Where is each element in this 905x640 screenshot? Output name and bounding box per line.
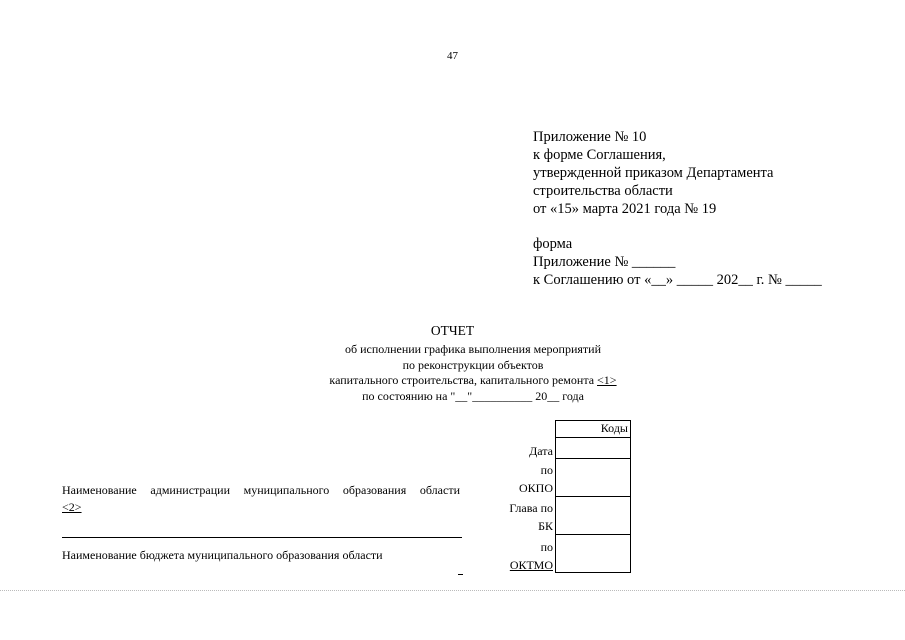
page-break-line bbox=[0, 590, 905, 591]
dash-mark bbox=[458, 574, 463, 575]
form-line: Приложение № ______ bbox=[533, 254, 676, 270]
annex-line: утвержденной приказом Департамента bbox=[533, 165, 774, 181]
bk-cell[interactable] bbox=[556, 497, 631, 535]
okpo-label: ОКПО bbox=[518, 481, 553, 495]
admin-label: Наименование администрации муниципального образования области bbox=[62, 483, 460, 497]
form-block bbox=[533, 235, 822, 289]
okpo-label-prefix: по bbox=[540, 463, 553, 477]
footnote-ref-2[interactable]: <2> bbox=[62, 500, 82, 514]
report-line: по состоянию на "__"__________ 20__ года bbox=[362, 388, 584, 403]
annex-line: Приложение № 10 bbox=[533, 129, 647, 145]
codes-table bbox=[555, 420, 631, 573]
annex-block bbox=[533, 128, 774, 218]
budget-label: Наименование бюджета муниципального образования области bbox=[62, 548, 383, 562]
report-subtitle bbox=[0, 342, 905, 404]
date-label: Дата bbox=[529, 444, 553, 458]
bk-label-prefix: Глава по bbox=[509, 501, 553, 515]
footnote-ref-1[interactable]: <1> bbox=[597, 373, 617, 387]
admin-underline bbox=[62, 537, 462, 538]
oktmo-label: ОКТМО bbox=[509, 558, 553, 572]
report-line: об исполнении графика выполнения мероприятий bbox=[344, 342, 601, 356]
oktmo-label-prefix: по bbox=[540, 540, 553, 554]
bk-label: БК bbox=[538, 519, 553, 533]
report-line: по реконструкции объектов bbox=[402, 357, 544, 372]
report-line-text: капитального строительства, капитального ремонта bbox=[329, 373, 598, 387]
annex-line: к форме Соглашения, bbox=[533, 147, 666, 163]
okpo-cell[interactable] bbox=[556, 459, 631, 497]
page-number: 47 bbox=[447, 50, 458, 62]
oktmo-cell[interactable] bbox=[556, 535, 631, 573]
annex-line: строительства области bbox=[533, 183, 673, 199]
codes-header: Коды bbox=[556, 421, 631, 438]
date-cell[interactable] bbox=[556, 438, 631, 459]
form-line: форма bbox=[533, 236, 573, 252]
report-line bbox=[0, 373, 905, 389]
annex-line: от «15» марта 2021 года № 19 bbox=[533, 201, 717, 217]
report-title: ОТЧЕТ bbox=[430, 323, 475, 338]
form-line: к Соглашению от «__» _____ 202__ г. № _____ bbox=[533, 272, 822, 288]
